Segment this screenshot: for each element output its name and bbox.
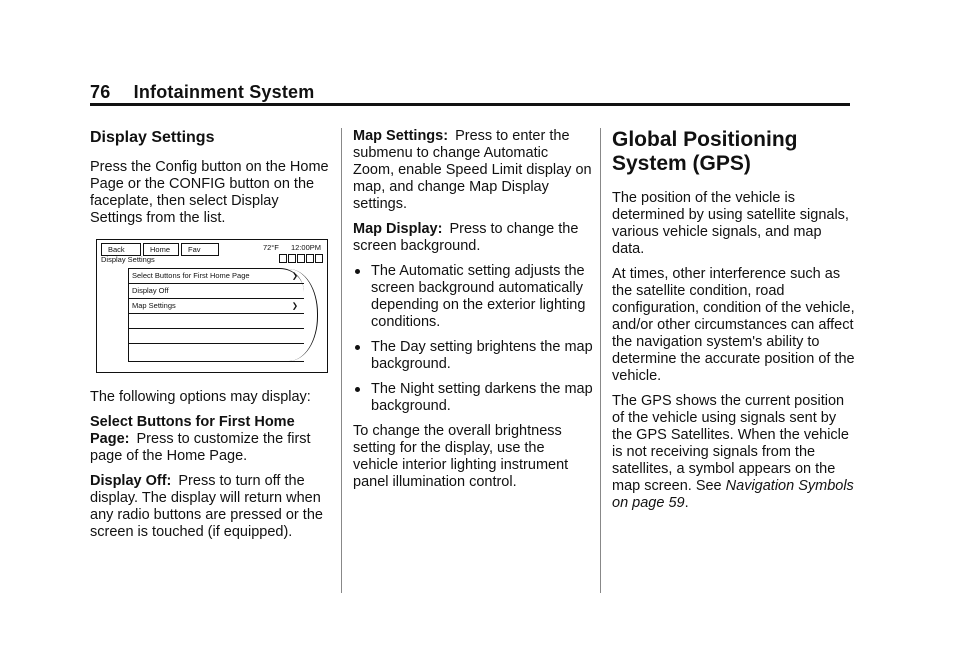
gps-paragraph-2: At times, other interference such as the satellite condition, road configuration, condition of the vehicle, and/or other circumstances can affect the navigation system's ability to determine the accurate position of the vehicle. <box>612 266 855 384</box>
option-term: Select Buttons for First Home Page: <box>90 414 295 447</box>
bullet-icon <box>355 269 360 274</box>
status-icon <box>279 254 287 263</box>
screen-status <box>253 243 321 252</box>
option-map-settings <box>353 128 593 213</box>
column-3 <box>612 128 857 520</box>
option-term: Map Display: <box>353 221 443 237</box>
brightness-paragraph: To change the overall brightness setting for the display, use the vehicle interior lighting instrument panel illumination control. <box>353 423 569 490</box>
option-text: Press to turn off the display. The display will return when any radio buttons are pressed or the screen is touched (if equipped). <box>90 473 323 540</box>
screen-title: Display Settings <box>101 255 155 264</box>
following-options: The following options may display: <box>90 389 311 405</box>
display-settings-screen-illustration <box>96 239 328 373</box>
display-settings-heading: Display Settings <box>90 129 215 146</box>
clock-readout: 12:00PM <box>290 243 321 252</box>
option-text: Press to customize the first page of the Home Page. <box>90 431 311 464</box>
temperature-readout: 72°F <box>262 243 279 252</box>
status-icon <box>297 254 305 263</box>
chevron-right-icon: ❯ <box>291 271 298 280</box>
back-tab: Back <box>101 243 141 256</box>
navigation-symbols-reference[interactable]: Navigation Symbols on page 59 <box>612 478 854 511</box>
status-icon <box>306 254 314 263</box>
page-number: 76 <box>90 82 111 102</box>
list-item: The Night setting darkens the map background. <box>353 381 593 415</box>
gps-paragraph-1: The position of the vehicle is determined by using satellite signals, various vehicle signals, and map data. <box>612 190 849 257</box>
fav-tab: Fav <box>181 243 219 256</box>
option-term: Display Off: <box>90 473 172 489</box>
intro-paragraph: Press the Config button on the Home Page or the CONFIG button on the faceplate, then select Display Settings from the list. <box>90 159 329 226</box>
option-text: Press to enter the submenu to change Automatic Zoom, enable Speed Limit display on map, and change Map Display settings. <box>353 128 592 212</box>
menu-item-map-settings: Map Settings ❯ <box>129 299 304 314</box>
column-divider-2 <box>600 128 601 593</box>
column-divider-1 <box>341 128 342 593</box>
section-title: Infotainment System <box>133 82 315 102</box>
option-term: Map Settings: <box>353 128 449 144</box>
menu-item-select-buttons: Select Buttons for First Home Page ❯ <box>129 269 304 284</box>
status-icon <box>315 254 323 263</box>
home-tab: Home <box>143 243 179 256</box>
option-select-buttons <box>90 414 335 465</box>
status-icons <box>278 254 323 263</box>
status-icon <box>288 254 296 263</box>
header-rule <box>90 103 850 106</box>
bullet-icon <box>355 345 360 350</box>
menu-item-empty <box>129 314 304 329</box>
gps-paragraph-3: The GPS shows the current position of the vehicle using signals sent by the GPS Satellites. When the vehicle is not receiving signals from the satellites, a symbol appears on the map screen. See Navigation Symbols on page 59. <box>612 393 854 511</box>
page-header <box>90 82 850 103</box>
chevron-right-icon: ❯ <box>291 301 298 310</box>
list-item: The Automatic setting adjusts the screen background automatically depending on the exterior lighting conditions. <box>353 263 593 331</box>
bullet-icon <box>355 387 360 392</box>
list-item: The Day setting brightens the map background. <box>353 339 593 373</box>
option-text: Press to change the screen background. <box>353 221 579 254</box>
option-map-display <box>353 221 593 255</box>
gps-heading: Global Positioning System (GPS) <box>612 128 798 175</box>
map-display-bullets <box>353 263 593 415</box>
option-display-off <box>90 473 335 541</box>
menu-item-empty <box>129 329 304 344</box>
column-2 <box>353 128 593 499</box>
menu-item-display-off: Display Off <box>129 284 304 299</box>
settings-menu <box>128 268 304 362</box>
column-1 <box>90 128 335 549</box>
